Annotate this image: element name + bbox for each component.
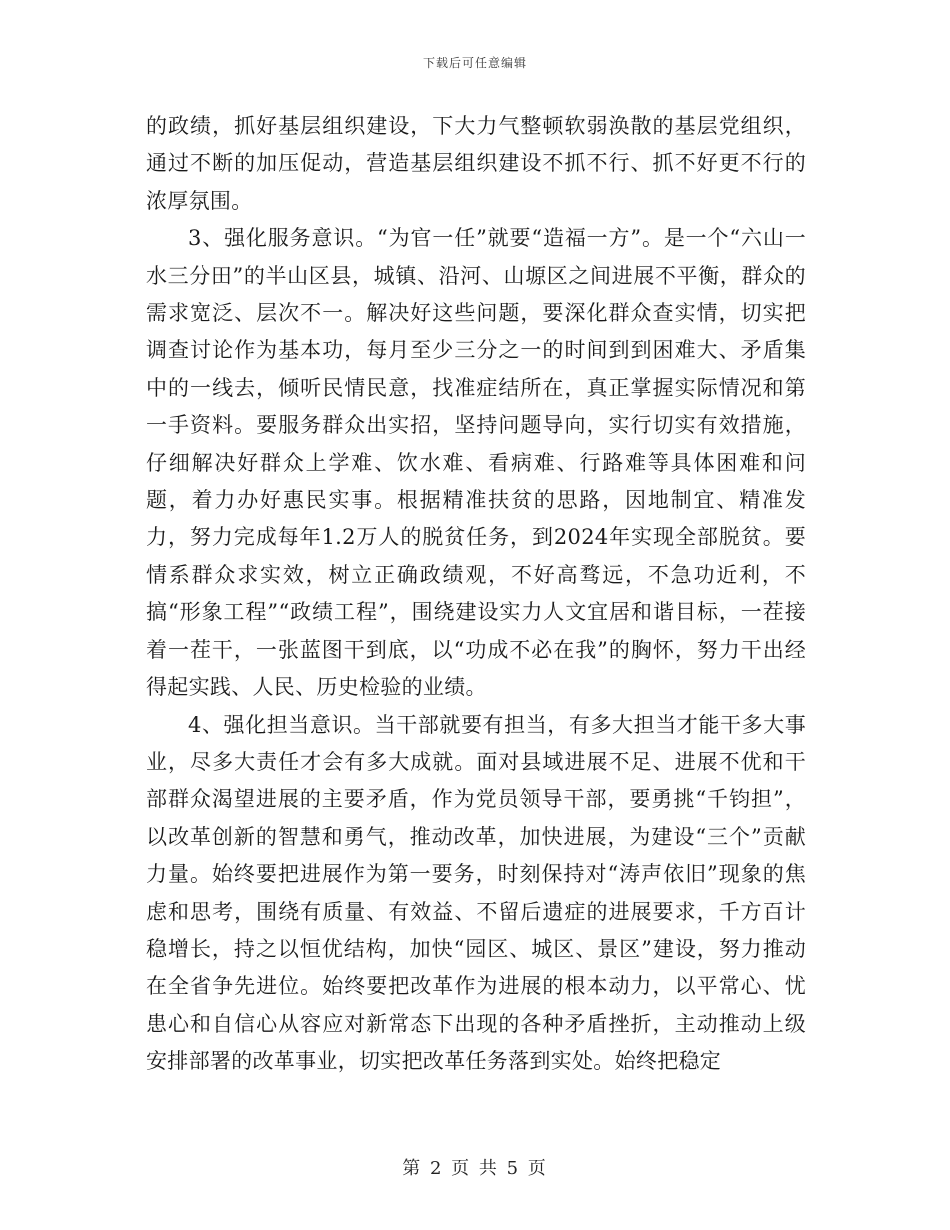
page-header-note: 下载后可任意编辑 (422, 56, 527, 70)
document-body (146, 108, 806, 1081)
page-number-footer: 第 2 页 共 5 页 (402, 1158, 548, 1179)
paragraph-continuation: 的政绩，抓好基层组织建设，下大力气整顿软弱涣散的基层党组织，通过不断的加压促动，营造基层组织建设不抓不行、抓不好更不行的浓厚氛围。 (146, 114, 806, 213)
paragraph-responsibility-awareness: 4、强化担当意识。当干部就要有担当，有多大担当才能干多大事业，尽多大责任才会有多大成就。面对县域进展不足、进展不优和干部群众渴望进展的主要矛盾，作为党员领导干部，要勇挑“千钧担”，以改革创新的智慧和勇气，推动改革，加快进展，为建设“三个”贡献力量。始终要把进展作为第一要务，时刻保持对“涛声依旧”现象的焦虑和思考，围绕有质量、有效益、不留后遗症的进展要求，千方百计稳增长，持之以恒优结构，加快“园区、城区、景区”建设，努力推动在全省争先进位。始终要把改革作为进展的根本动力，以平常心、忧患心和自信心从容应对新常态下出现的各种矛盾挫折，主动推动上级安排部署的改革事业，切实把改革任务落到实处。始终把稳定 (146, 712, 806, 1074)
paragraph-service-awareness: 3、强化服务意识。“为官一任”就要“造福一方”。是一个“六山一水三分田”的半山区县，城镇、沿河、山塬区之间进展不平衡，群众的需求宽泛、层次不一。解决好这些问题，要深化群众查实情，切实把调查讨论作为基本功，每月至少三分之一的时间到到困难大、矛盾集中的一线去，倾听民情民意，找准症结所在，真正掌握实际情况和第一手资料。要服务群众出实招，坚持问题导向，实行切实有效措施，仔细解决好群众上学难、饮水难、看病难、行路难等具体困难和问题，着力办好惠民实事。根据精准扶贫的思路，因地制宜、精准发力，努力完成每年1.2万人的脱贫任务，到2024年实现全部脱贫。要情系群众求实效，树立正确政绩观，不好高骛远，不急功近利，不搞“形象工程”“政绩工程”，围绕建设实力人文宜居和谐目标，一茬接着一茬干，一张蓝图干到底，以“功成不必在我”的胸怀，努力干出经得起实践、人民、历史检验的业绩。 (146, 226, 806, 700)
